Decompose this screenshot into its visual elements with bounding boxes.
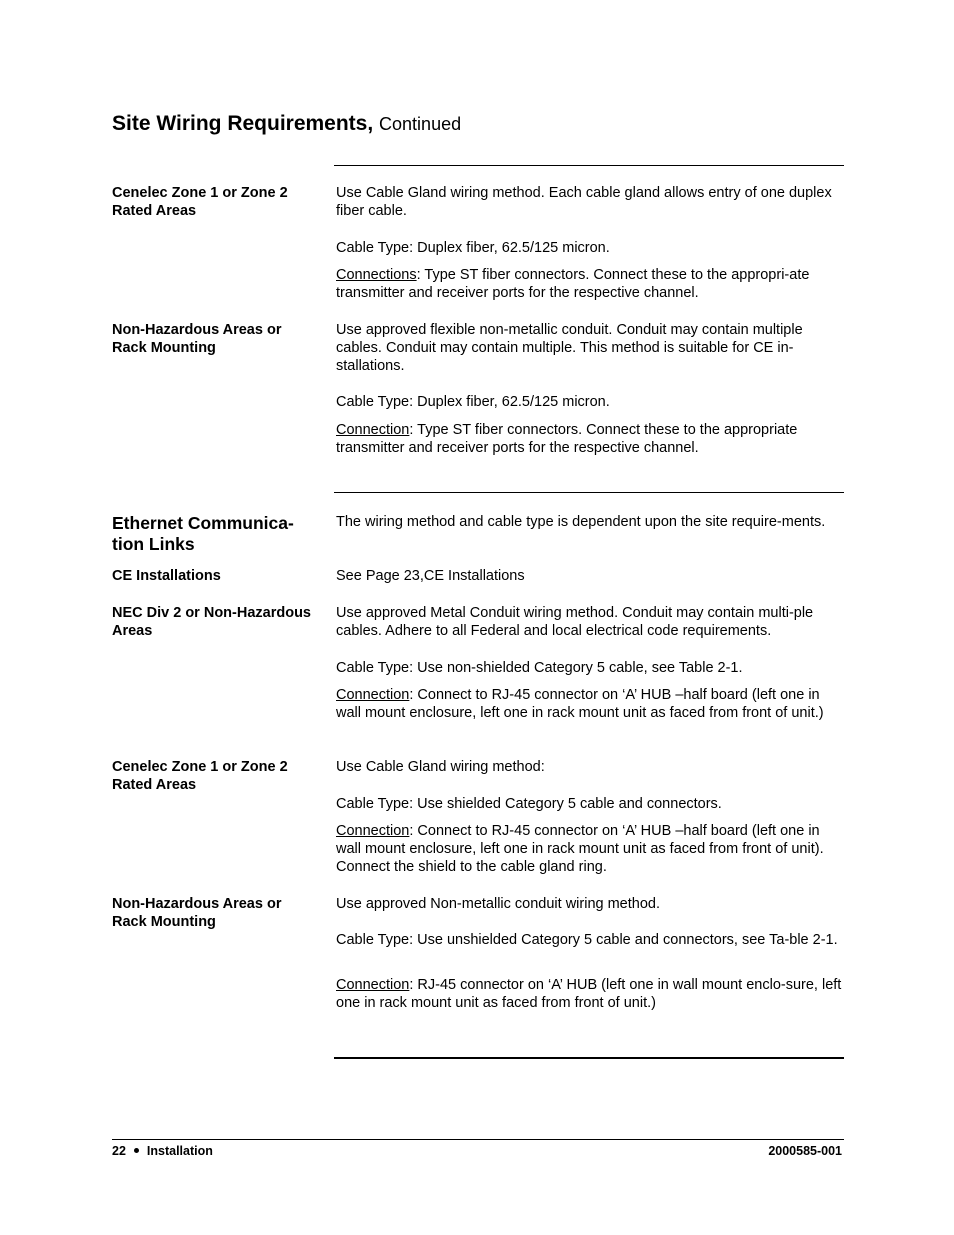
connections-term: Connections: [336, 267, 417, 283]
fiber-cenelec-p1: Use Cable Gland wiring method. Each cable gland allows entry of one duplex fiber cable.: [336, 185, 832, 219]
ethernet-cenelec-p3: [336, 822, 842, 876]
ethernet-ce-text: See Page 23,CE Installations: [336, 568, 525, 584]
ethernet-nec-p1: Use approved Metal Conduit wiring method. Conduit may contain multi-ple cables. Adhere to all Federal and local electrical code requirements.: [336, 605, 814, 639]
ethernet-cenelec-p3-text: : Connect to RJ-45 connector on ‘A’ HUB –half board (left one in wall mount enclosure, left one in rack mount unit as faced from front of unit). Connect the shield to the cable gland ring.: [336, 823, 824, 875]
ethernet-nonhaz-p3-text: : RJ-45 connector on ‘A’ HUB (left one in wall mount enclo-sure, left one in rack mount unit as faced from front of unit.): [336, 977, 842, 1011]
ethernet-nec-p2: Cable Type: Use non-shielded Category 5 cable, see Table 2-1.: [336, 660, 743, 676]
fiber-nonhaz-label: Non-Hazardous Areas or Rack Mounting: [112, 322, 282, 356]
fiber-cenelec-p3: [336, 266, 842, 302]
footer-rule: [112, 1139, 844, 1140]
title-main: Site Wiring Requirements,: [112, 112, 374, 135]
ethernet-cenelec-p1: Use Cable Gland wiring method:: [336, 759, 545, 775]
ethernet-heading: Ethernet Communica-tion Links: [112, 513, 294, 554]
section-divider-middle: [334, 492, 844, 493]
fiber-nonhaz-p3: [336, 421, 842, 457]
page-number: 22: [112, 1144, 126, 1158]
title-continued: Continued: [379, 114, 462, 134]
ethernet-nec-p3: [336, 686, 842, 722]
footer-section: Installation: [146, 1144, 213, 1158]
fiber-cenelec-p3-text: : Type ST fiber connectors. Connect these to the appropri-ate transmitter and receiver ports for the respective channel.: [336, 267, 810, 301]
ethernet-nonhaz-p3: [336, 976, 842, 1012]
footer-left: [112, 1144, 213, 1158]
section-divider-top: [334, 165, 844, 166]
connection-term: Connection: [336, 422, 410, 438]
fiber-nonhaz-p2: Cable Type: Duplex fiber, 62.5/125 micron.: [336, 394, 610, 410]
doc-number: 2000585-001: [768, 1144, 842, 1158]
connection-term: Connection: [336, 687, 410, 703]
ethernet-nonhaz-label: Non-Hazardous Areas or Rack Mounting: [112, 896, 282, 930]
section-divider-bottom: [334, 1057, 844, 1059]
fiber-cenelec-p2: Cable Type: Duplex fiber, 62.5/125 micron.: [336, 240, 610, 256]
ethernet-nonhaz-p1: Use approved Non-metallic conduit wiring method.: [336, 896, 660, 912]
page-title: [112, 112, 461, 136]
ethernet-cenelec-label: Cenelec Zone 1 or Zone 2 Rated Areas: [112, 759, 288, 793]
fiber-nonhaz-p3-text: : Type ST fiber connectors. Connect these to the appropriate transmitter and receiver ports for the respective channel.: [336, 422, 798, 456]
ethernet-intro: The wiring method and cable type is dependent upon the site require-ments.: [336, 514, 826, 530]
connection-term: Connection: [336, 823, 410, 839]
ethernet-nec-label: NEC Div 2 or Non-Hazardous Areas: [112, 605, 311, 639]
ethernet-ce-label: CE Installations: [112, 568, 221, 584]
bullet-icon: [134, 1148, 139, 1153]
fiber-nonhaz-p1: Use approved flexible non-metallic conduit. Conduit may contain multiple cables. Conduit may contain multiple. This method is suitable for CE in-stallations.: [336, 322, 803, 374]
ethernet-nonhaz-p2: Cable Type: Use unshielded Category 5 cable and connectors, see Ta-ble 2-1.: [336, 932, 838, 948]
connection-term: Connection: [336, 977, 410, 993]
ethernet-cenelec-p2: Cable Type: Use shielded Category 5 cable and connectors.: [336, 796, 722, 812]
ethernet-nec-p3-text: : Connect to RJ-45 connector on ‘A’ HUB –half board (left one in wall mount enclosure, left one in rack mount unit as faced from front of unit.): [336, 687, 824, 721]
fiber-cenelec-label: Cenelec Zone 1 or Zone 2 Rated Areas: [112, 185, 288, 219]
